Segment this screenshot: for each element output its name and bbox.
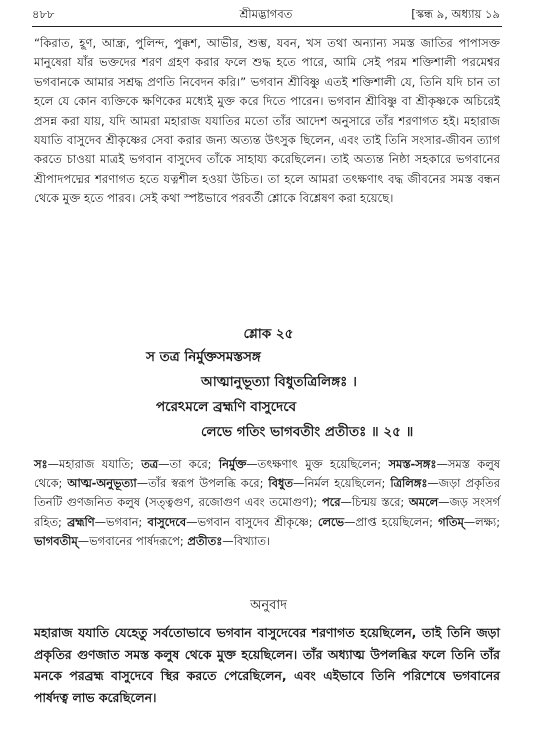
synonym-dash: — (158, 457, 170, 471)
synonym-dash: — (94, 514, 107, 529)
synonym-meaning: ভগবান; (106, 514, 148, 529)
header-divider (32, 26, 502, 27)
synonym-dash: — (463, 514, 476, 529)
synonym-meaning: প্রাপ্ত হয়েছিলেন; (355, 514, 439, 529)
translation-title: অনুবাদ (250, 598, 287, 613)
book-title: শ্রীমদ্ভাগবত (239, 7, 293, 21)
synonym-meaning: তৎক্ষণাৎ মুক্ত হয়েছিলেন; (257, 457, 389, 471)
synonym-meaning: জড়া প্রকৃতির তিনটি গুণজনিত কলুষ (সত্ত্বগুণ, রজোগুণ এবং তমোগুণ); (34, 476, 500, 510)
synonym-dash: — (77, 533, 90, 548)
synonym-meaning: তা করে; (169, 457, 219, 471)
synonym-dash: — (427, 476, 439, 491)
synonym-dash: — (47, 457, 59, 471)
synonym-dash: — (340, 495, 352, 510)
synonym-meaning: বিখ্যাত। (233, 533, 270, 548)
synonym-term: আত্ম-অনুভূত্যা (67, 476, 137, 491)
synonym-meaning: চিন্ময় স্তরে; (351, 495, 409, 510)
synonym-term: বাসুদেবে (147, 514, 187, 529)
synonym-meaning: জড় সংসর্গ রহিত; (34, 495, 500, 529)
synonym-meaning: তাঁর স্বরূপ উপলব্ধি করে; (148, 476, 269, 491)
synonym-term: গতিম্ (438, 514, 464, 529)
synonym-meaning: লক্ষ্য; (475, 514, 501, 529)
synonym-term: সঃ (34, 457, 48, 471)
synonym-term: বিধুত (268, 476, 293, 491)
synonym-meaning: মহারাজ যযাতি; (59, 457, 142, 471)
synonym-meaning: ভগবান বাসুদেব শ্রীকৃষ্ণে; (197, 514, 318, 529)
synonym-term: লেভে (317, 514, 345, 529)
chapter-reference: [স্কন্ধ ৯, অধ্যায় ১৯ (411, 7, 500, 21)
synonym-term: পরে (321, 495, 341, 510)
synonym-meaning: সমস্ত কলুষ থেকে; (34, 457, 500, 491)
synonym-term: ব্রহ্মণি (67, 514, 95, 529)
verse-line-3: পরেঽমলে ব্রহ্মণি বাসুদেবে (156, 399, 297, 415)
synonym-dash: — (344, 514, 356, 529)
verse-line-2: আত্মানুভূত্যা বিধুতত্রিলিঙ্গঃ । (201, 374, 357, 390)
synonym-term: নির্মুক্ত (218, 457, 247, 471)
synonym-dash: — (222, 533, 234, 548)
page-header (32, 4, 500, 24)
synonym-term: ভাগবতীম্ (34, 533, 78, 548)
purport-paragraph: “কিরাত, হূণ, আন্ধ্র, পুলিন্দ, পুক্কশ, আভীর, শুম্ভ, যবন, খস তথা অন্যান্য সমস্ত জাতির পাপাসক্ত মানুষেরা যাঁর ভক্তদের শরণ গ্রহণ করার ফলে শুদ্ধ হতে পারে, আমি সেই পরম শক্তিশালী পরমেশ্বর ভগবানকে আমার সশ্রদ্ধ প্রণতি নিবেদন করি।” ভগবান শ্রীবিষ্ণু এতই শক্তিশালী যে, তিনি যদি চান তা হলে যে কোন ব্যক্তিকে ক্ষণিকের মধ্যেই মুক্ত করে দিতে পারেন। ভগবান শ্রীবিষ্ণু বা শ্রীকৃষ্ণকে অচিরেই প্রসন্ন করা যায়, যদি আমরা মহারাজ যযাতির মতো তাঁর আদেশ অনুসারে তাঁর শরণাগত হই। মহারাজ যযাতি বাসুদেব শ্রীকৃষ্ণের সেবা করার জন্য অত্যন্ত উৎসুক ছিলেন, এবং তাই তিনি সংসার-জীবন ত্যাগ করতে চাওয়া মাত্রই ভগবান বাসুদেব তাঁকে সাহায্য করেছিলেন। তাই অত্যন্ত নিষ্ঠা সহকারে ভগবানের শ্রীপাদপদ্মের শরণাগত হতে যত্নশীল হওয়া উচিত। তা হলে আমরা তৎক্ষণাৎ বদ্ধ জীবনের সমস্ত বন্ধন থেকে মুক্ত হতে পারব। সেই কথা স্পষ্টভাবে পরবর্তী শ্লোকে বিশ্লেষণ করা হয়েছে। (34, 36, 500, 206)
synonym-term: অমলে (408, 495, 439, 510)
synonym-dash: — (292, 476, 305, 491)
synonym-meaning: ভগবানের পার্ষদরূপে; (89, 533, 188, 548)
synonym-meaning: নির্মল হয়েছিলেন; (304, 476, 391, 491)
synonym-term: সমস্ত-সঙ্গঃ (388, 457, 437, 471)
synonym-dash: — (246, 457, 258, 471)
page-number: ৪৮৮ (32, 7, 55, 21)
synonym-dash: — (436, 457, 448, 471)
synonym-dash: — (438, 495, 450, 510)
synonym-term: তত্র (141, 457, 159, 471)
verse-line-4: লেভে গতিং ভাগবতীং প্রতীতঃ ॥ ২৫ ॥ (201, 424, 414, 440)
synonyms-paragraph (34, 455, 500, 551)
synonym-dash: — (136, 476, 149, 491)
translation-paragraph: মহারাজ যযাতি যেহেতু সর্বতোভাবে ভগবান বাসুদেবের শরণাগত হয়েছিলেন, তাই তিনি জড়া প্রকৃতির গুণজাত সমস্ত কলুষ থেকে মুক্ত হয়েছিলেন। তাঁর অধ্যাত্ম উপলব্ধির ফলে তিনি তাঁর মনকে পরব্রহ্ম বাসুদেবে স্থির করতে পেরেছিলেন, এবং এইভাবে তিনি পরিশেষে ভগবানের পার্ষদত্ব লাভ করেছিলেন। (34, 625, 500, 705)
synonym-term: প্রতীতঃ (187, 533, 223, 548)
verse-line-1: স তত্র নির্মুক্তসমস্তসঙ্গ (146, 349, 261, 365)
synonym-term: ত্রিলিঙ্গঃ (390, 476, 428, 491)
synonym-dash: — (186, 514, 198, 529)
verse-title: শ্লোক ২৫ (243, 326, 294, 342)
